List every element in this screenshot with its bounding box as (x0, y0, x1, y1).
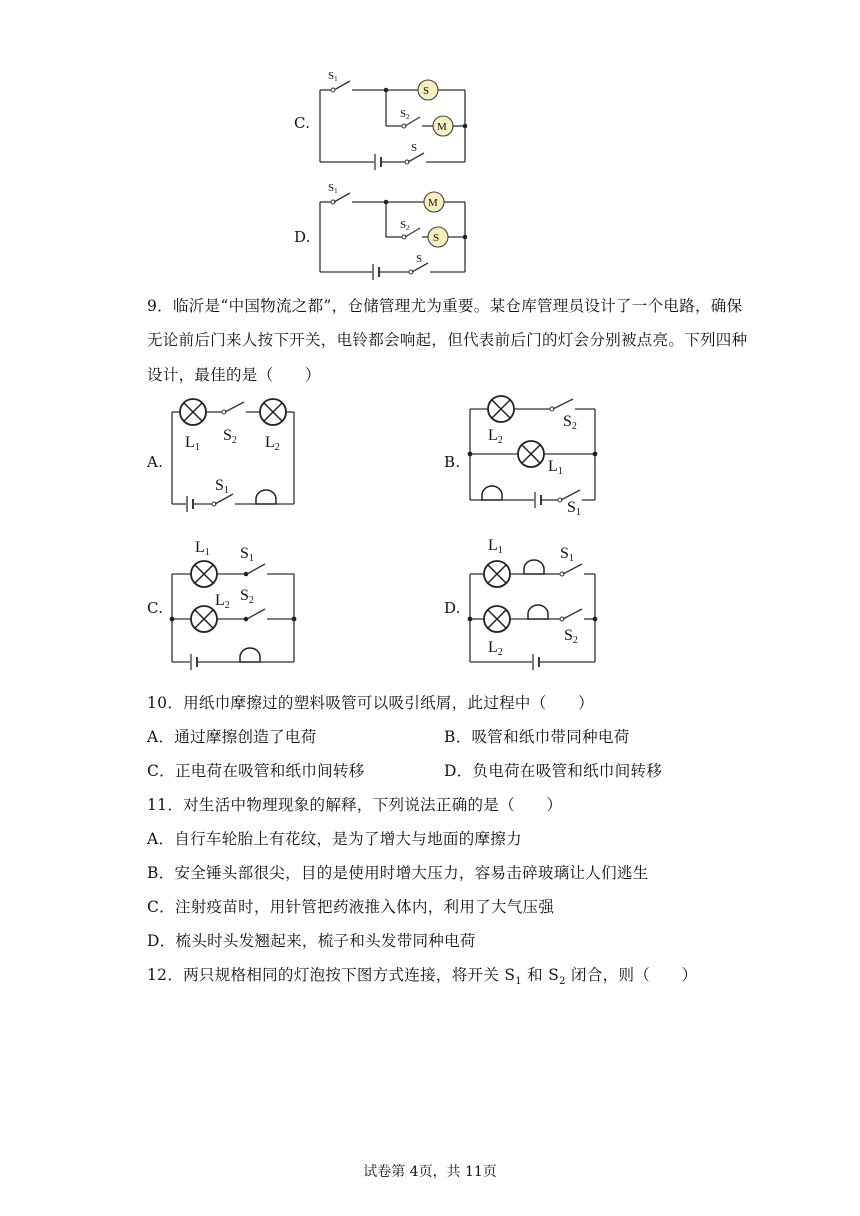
q9-stem-line-1: 9．临沂是“中国物流之都”，仓储管理尤为重要。某仓库管理员设计了一个电路，确保 (147, 297, 743, 315)
q8c-s2-label: S2 (400, 108, 410, 121)
svg-text:S1: S1 (215, 477, 229, 496)
q8d-bell: S (433, 232, 440, 244)
svg-text:L2: L2 (488, 639, 503, 658)
q8d-s2-label: S2 (400, 219, 410, 232)
q8c-bell-top: S (423, 85, 430, 97)
q8d-motor: M (428, 197, 438, 209)
svg-text:S1: S1 (240, 545, 254, 564)
svg-text:S1: S1 (567, 499, 581, 518)
q10-option-d: D．负电荷在吸管和纸巾间转移 (444, 762, 663, 780)
q8c-s-label: S (411, 142, 418, 154)
q10-stem: 10．用纸巾摩擦过的塑料吸管可以吸引纸屑，此过程中（ ） (147, 694, 594, 712)
q9-option-c-label: C. (147, 599, 164, 617)
q8c-motor: M (437, 121, 447, 133)
svg-text:S2: S2 (563, 413, 577, 432)
q10-option-b: B．吸管和纸巾带同种电荷 (444, 728, 630, 746)
svg-text:L1: L1 (185, 434, 200, 453)
q11-option-c: C．注射疫苗时，用针管把药液推入体内，利用了大气压强 (147, 898, 555, 916)
svg-text:L2: L2 (215, 592, 230, 611)
q9-option-d-label: D. (444, 599, 461, 617)
q12-stem: 12．两只规格相同的灯泡按下图方式连接，将开关 $S_1$ 和 $S_2$ 闭合，则（ ） (147, 966, 698, 988)
q11-stem: 11．对生活中物理现象的解释，下列说法正确的是（ ） (147, 796, 563, 814)
svg-text:S2: S2 (223, 427, 237, 446)
q10-option-c: C．正电荷在吸管和纸巾间转移 (147, 762, 365, 780)
svg-text:S1: S1 (560, 545, 574, 564)
svg-text:S2: S2 (240, 587, 254, 606)
q11-option-b: B．安全锤头部很尖，目的是使用时增大压力，容易击碎玻璃让人们逃生 (147, 864, 649, 882)
svg-text:S2: S2 (564, 627, 578, 646)
svg-text:L1: L1 (195, 539, 210, 558)
q8-option-c-label: C. (294, 114, 311, 132)
page-footer: 试卷第 4页，共 11页 (363, 1164, 497, 1180)
q9-option-b-label: B. (444, 453, 461, 471)
svg-text:L1: L1 (488, 537, 503, 556)
svg-text:L1: L1 (548, 458, 563, 477)
q10-option-a: A．通过摩擦创造了电荷 (147, 728, 317, 746)
q9-stem-line-3: 设计，最佳的是（ ） (147, 366, 321, 384)
q11-option-d: D．梳头时头发翘起来，梳子和头发带同种电荷 (147, 932, 476, 950)
q8d-s1-label: S1 (328, 182, 338, 195)
q8c-s1-label: S1 (328, 70, 338, 83)
q11-option-a: A．自行车轮胎上有花纹，是为了增大与地面的摩擦力 (147, 830, 522, 848)
svg-text:L2: L2 (488, 427, 503, 446)
q9-option-a-label: A. (147, 453, 164, 471)
q9-stem-line-2: 无论前后门来人按下开关，电铃都会响起，但代表前后门的灯会分别被点亮。下列四种 (147, 331, 748, 349)
svg-text:L2: L2 (265, 434, 280, 453)
q8d-s-label: S (416, 253, 423, 265)
q8-option-d-label: D. (294, 228, 311, 246)
